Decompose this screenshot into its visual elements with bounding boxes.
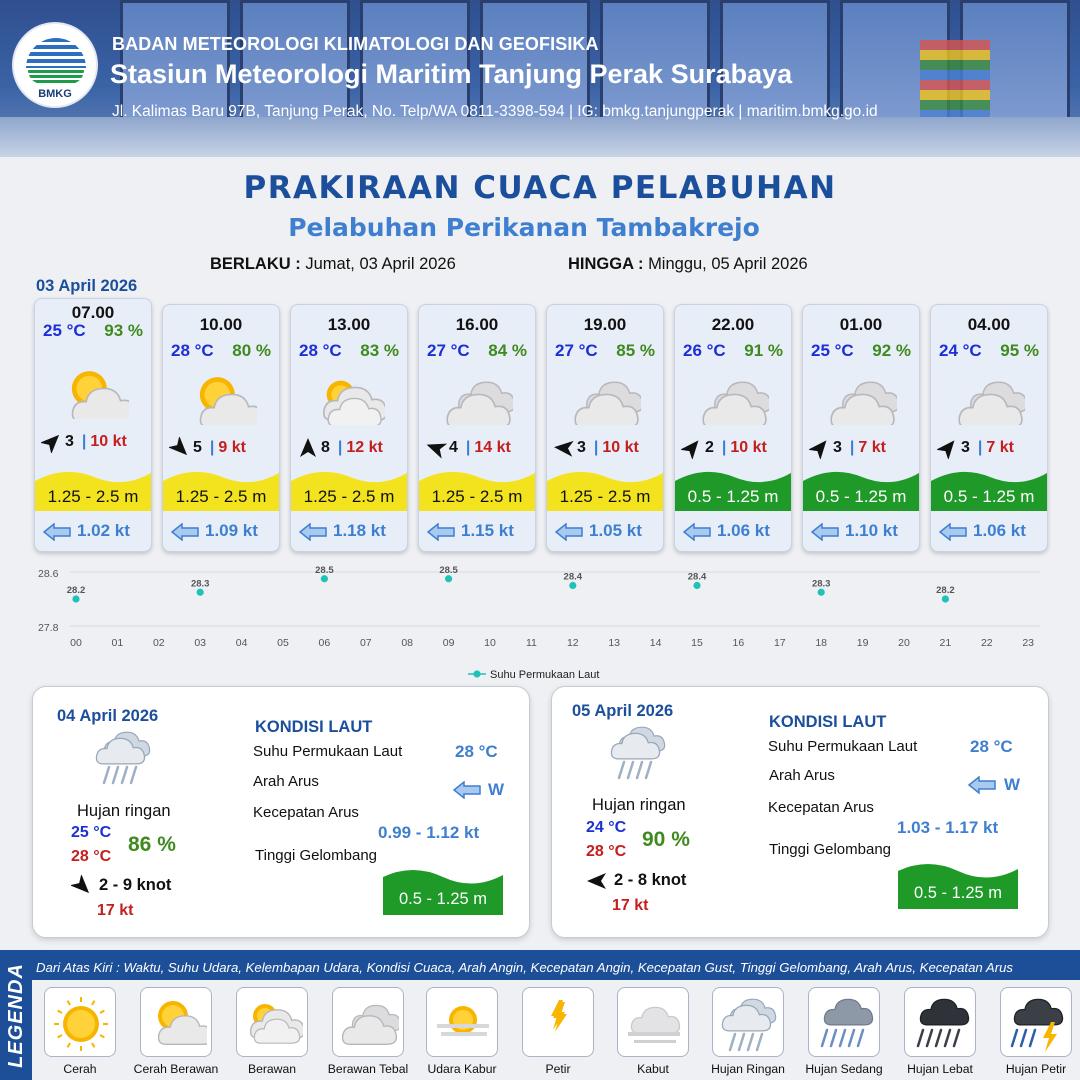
current-direction: W <box>488 780 505 799</box>
current-speed: 1.10 kt <box>845 521 898 540</box>
wave-label: Tinggi Gelombang <box>255 847 378 864</box>
separator: | <box>337 439 343 457</box>
x-tick-label: 21 <box>939 637 952 649</box>
day1-date: 03 April 2026 <box>36 277 138 295</box>
current-speed: 1.06 kt <box>973 521 1026 540</box>
wind-info <box>553 437 664 459</box>
legend-item <box>44 987 116 1057</box>
x-tick-label: 09 <box>442 637 455 649</box>
wind-direction-icon <box>553 437 575 459</box>
gust-speed: 14 kt <box>474 439 511 457</box>
hujan-ringan-icon <box>608 722 688 794</box>
wind-info <box>297 437 408 459</box>
legend-item <box>808 987 880 1057</box>
sst-label: Suhu Permukaan Laut <box>768 738 918 755</box>
wind-info <box>809 437 920 459</box>
humidity: 85 % <box>616 341 655 360</box>
wind-direction-icon <box>937 437 959 459</box>
y-tick-label: 27.8 <box>38 622 59 634</box>
bmkg-logo <box>12 22 98 108</box>
current-arrow-icon <box>683 523 711 541</box>
wave-label: Tinggi Gelombang <box>769 841 892 858</box>
sst-point <box>445 575 452 582</box>
sst-point <box>321 575 328 582</box>
hujan-sedang-icon <box>815 994 875 1052</box>
current-direction-label: Arah Arus <box>253 773 319 790</box>
legend-item <box>236 987 308 1057</box>
humidity: 95 % <box>1000 341 1039 360</box>
wave-height: 1.25 - 2.5 m <box>47 487 139 506</box>
air-temperature: 27 °C <box>427 341 470 360</box>
logo-text: BMKG <box>38 88 72 100</box>
forecast-card <box>546 304 664 552</box>
sst-point-label: 28.5 <box>315 564 334 576</box>
valid-from-label: BERLAKU : <box>210 255 301 273</box>
berawan-tebal-icon <box>443 369 513 425</box>
air-temperature: 24 °C <box>939 341 982 360</box>
x-tick-label: 13 <box>608 637 621 649</box>
gust-speed: 7 kt <box>986 439 1014 457</box>
forecast-time: 13.00 <box>327 315 371 334</box>
x-tick-label: 19 <box>856 637 869 649</box>
wind-speed: 5 <box>193 439 202 457</box>
x-tick-label: 20 <box>898 637 910 649</box>
wave-height: 1.25 - 2.5 m <box>431 487 523 506</box>
cerah-berawan-icon <box>147 994 207 1052</box>
forecast-card <box>802 304 920 552</box>
current-info <box>427 521 514 541</box>
sst-point-label: 28.2 <box>66 585 86 596</box>
current-arrow-icon <box>939 523 967 541</box>
sst-point-label: 28.3 <box>190 578 210 590</box>
air-temperature: 25 °C <box>43 321 86 340</box>
humidity: 80 % <box>232 341 271 360</box>
forecast-time: 19.00 <box>583 315 627 334</box>
cerah-berawan-icon <box>59 363 129 419</box>
day-date: 05 April 2026 <box>572 702 674 720</box>
sst-point <box>569 582 576 589</box>
air-temperature: 28 °C <box>299 341 342 360</box>
day-wind: 2 - 9 knot <box>99 876 172 894</box>
berawan-tebal-icon <box>955 369 1025 425</box>
legend-description: Dari Atas Kiri : Waktu, Suhu Udara, Kelembapan Udara, Kondisi Cuaca, Arah Angin, Kecepatan Angin, Kecepatan Gust, Tinggi Gelombang, Arah Arus, Kecepatan Arus <box>36 960 1014 975</box>
wind-direction-icon <box>681 437 703 459</box>
wind-direction-icon <box>71 875 93 897</box>
sst-label: Suhu Permukaan Laut <box>253 743 403 760</box>
x-tick-label: 22 <box>980 637 993 649</box>
humidity: 91 % <box>744 341 783 360</box>
berawan-icon <box>315 369 385 425</box>
current-speed: 1.06 kt <box>717 521 770 540</box>
day-wind: 2 - 8 knot <box>614 871 687 889</box>
x-tick-label: 15 <box>691 637 703 649</box>
sst-value: 28 °C <box>455 742 498 761</box>
valid-to <box>568 255 808 274</box>
gust-speed: 7 kt <box>858 439 886 457</box>
wind-speed: 3 <box>65 433 74 451</box>
sst-point <box>72 595 79 602</box>
wind-info <box>41 431 152 453</box>
sst-point <box>942 595 949 602</box>
current-info <box>43 521 130 541</box>
legend-item-label: Petir <box>545 1062 571 1076</box>
forecast-time: 10.00 <box>199 315 243 334</box>
legend <box>0 950 1080 1080</box>
current-info <box>811 521 898 541</box>
x-tick-label: 07 <box>359 637 372 649</box>
wave-height: 0.5 - 1.25 m <box>815 487 907 506</box>
valid-from-value: Jumat, 03 April 2026 <box>305 255 456 273</box>
wind-direction-icon <box>425 437 447 459</box>
day-condition: Hujan ringan <box>77 802 171 820</box>
day-panel-1 <box>32 686 530 938</box>
berawan-icon <box>243 994 303 1052</box>
current-speed: 1.02 kt <box>77 521 130 540</box>
page-subtitle: Pelabuhan Perikanan Tambakrejo <box>288 213 760 242</box>
separator: | <box>465 439 471 457</box>
agency-name: BADAN METEOROLOGI KLIMATOLOGI DAN GEOFISIKA <box>112 34 599 54</box>
humidity: 93 % <box>104 321 143 340</box>
air-temperature: 26 °C <box>683 341 726 360</box>
sst-chart <box>30 560 1050 685</box>
day-gust: 17 kt <box>97 902 134 919</box>
berawan-tebal-icon <box>339 994 399 1052</box>
wind-direction-icon <box>586 870 608 892</box>
wind-direction-icon <box>809 437 831 459</box>
berawan-tebal-icon <box>827 369 897 425</box>
x-tick-label: 12 <box>566 637 579 649</box>
current-info <box>939 521 1026 541</box>
sst-point-label: 28.3 <box>811 578 831 590</box>
udara-kabur-icon <box>433 994 493 1052</box>
current-arrow-icon <box>968 776 996 794</box>
wave-height: 0.5 - 1.25 m <box>913 884 1003 902</box>
humidity: 83 % <box>360 341 399 360</box>
current-arrow-icon <box>299 523 327 541</box>
sst-point-label: 28.4 <box>563 571 583 583</box>
sst-point-label: 28.5 <box>439 564 458 576</box>
chart-legend-label: Suhu Permukaan Laut <box>490 669 600 681</box>
current-arrow-icon <box>43 523 71 541</box>
separator: | <box>81 433 87 451</box>
forecast-card <box>290 304 408 552</box>
forecast-card <box>674 304 792 552</box>
current-arrow-icon <box>555 523 583 541</box>
air-temperature: 25 °C <box>811 341 854 360</box>
station-name: Stasiun Meteorologi Maritim Tanjung Perak Surabaya <box>110 59 793 89</box>
wave-height: 1.25 - 2.5 m <box>559 487 651 506</box>
cerah-icon <box>51 994 111 1052</box>
legend-item <box>140 987 212 1057</box>
current-info <box>683 521 770 541</box>
wave-height: 0.5 - 1.25 m <box>398 890 488 908</box>
current-speed: 1.09 kt <box>205 521 258 540</box>
legend-item-label: Hujan Petir <box>1005 1062 1067 1076</box>
separator: | <box>721 439 727 457</box>
forecast-card <box>34 298 152 552</box>
forecast-card <box>162 304 280 552</box>
wave-height: 1.25 - 2.5 m <box>175 487 267 506</box>
legend-item-label: Hujan Ringan <box>711 1062 785 1076</box>
x-tick-label: 10 <box>484 637 496 649</box>
air-temperature: 28 °C <box>171 341 214 360</box>
wind-speed: 3 <box>833 439 842 457</box>
separator: | <box>593 439 599 457</box>
current-speed: 1.15 kt <box>461 521 514 540</box>
current-speed: 1.05 kt <box>589 521 642 540</box>
x-tick-label: 00 <box>70 637 82 649</box>
forecast-time: 04.00 <box>967 315 1011 334</box>
legend-side-label <box>0 950 32 1080</box>
berawan-tebal-icon <box>571 369 641 425</box>
valid-to-label: HINGGA : <box>568 255 644 273</box>
wind-info <box>937 437 1048 459</box>
current-speed: 0.99 - 1.12 kt <box>378 823 480 842</box>
x-tick-label: 01 <box>111 637 124 649</box>
legend-item <box>426 987 498 1057</box>
gust-speed: 10 kt <box>90 433 127 451</box>
legend-marker <box>473 670 480 677</box>
current-info <box>171 521 258 541</box>
wind-info <box>425 437 536 459</box>
valid-to-value: Minggu, 05 April 2026 <box>648 255 808 273</box>
day-temp-min: 25 °C <box>71 824 112 841</box>
day-temp-min: 24 °C <box>586 819 627 836</box>
separator: | <box>849 439 855 457</box>
sst-point-label: 28.2 <box>936 585 955 596</box>
gust-speed: 9 kt <box>218 439 246 457</box>
wind-info <box>681 437 792 459</box>
separator: | <box>977 439 983 457</box>
current-speed: 1.03 - 1.17 kt <box>897 818 999 837</box>
day-temp-max: 28 °C <box>586 843 627 860</box>
x-tick-label: 11 <box>525 637 537 649</box>
current-arrow-icon <box>453 781 481 799</box>
wind-speed: 3 <box>961 439 970 457</box>
forecast-time: 01.00 <box>839 315 883 334</box>
forecast-card <box>930 304 1048 552</box>
gust-speed: 10 kt <box>730 439 767 457</box>
legend-item-label: Cerah <box>63 1062 97 1076</box>
day-date: 04 April 2026 <box>57 707 159 725</box>
kabut-icon <box>624 994 684 1052</box>
wind-direction-icon <box>297 437 319 459</box>
valid-from <box>210 255 456 274</box>
x-tick-label: 16 <box>732 637 745 649</box>
hujan-lebat-icon <box>911 994 971 1052</box>
legend-item <box>1000 987 1072 1057</box>
gust-speed: 10 kt <box>602 439 639 457</box>
current-info <box>299 521 386 541</box>
x-tick-label: 14 <box>649 637 662 649</box>
legend-item <box>904 987 976 1057</box>
wave-height: 0.5 - 1.25 m <box>943 487 1035 506</box>
x-tick-label: 17 <box>773 637 786 649</box>
wind-direction-icon <box>41 431 63 453</box>
hourly-forecast <box>34 304 1050 552</box>
forecast-card <box>418 304 536 552</box>
legend-item <box>617 987 689 1057</box>
x-tick-label: 05 <box>277 637 289 649</box>
sst-point <box>197 589 204 596</box>
day-condition: Hujan ringan <box>592 796 686 814</box>
current-direction: W <box>1004 775 1021 794</box>
station-address: Jl. Kalimas Baru 97B, Tanjung Perak, No. Telp/WA 0811-3398-594 | IG: bmkg.tanjungperak | maritim.bmkg.go.id <box>112 103 878 120</box>
wind-speed: 2 <box>705 439 714 457</box>
wave-height: 0.5 - 1.25 m <box>687 487 779 506</box>
x-tick-label: 04 <box>235 637 248 649</box>
air-temperature: 27 °C <box>555 341 598 360</box>
wind-direction-icon <box>169 437 191 459</box>
wind-speed: 8 <box>321 439 330 457</box>
sst-point-label: 28.4 <box>687 571 707 583</box>
day-temp-max: 28 °C <box>71 848 112 865</box>
humidity: 92 % <box>872 341 911 360</box>
legend-item-label: Berawan <box>247 1062 297 1076</box>
x-tick-label: 23 <box>1022 637 1035 649</box>
legend-item-label: Udara Kabur <box>427 1062 497 1076</box>
sea-condition-title: KONDISI LAUT <box>769 713 887 731</box>
forecast-time: 22.00 <box>711 315 755 334</box>
hujan-ringan-icon <box>719 994 779 1052</box>
x-tick-label: 02 <box>152 637 165 649</box>
wind-speed: 3 <box>577 439 586 457</box>
legend-item <box>522 987 594 1057</box>
sst-value: 28 °C <box>970 737 1013 756</box>
current-arrow-icon <box>171 523 199 541</box>
sst-point <box>818 589 825 596</box>
day-panel-2 <box>551 686 1049 938</box>
x-tick-label: 08 <box>401 637 414 649</box>
legend-item <box>332 987 404 1057</box>
hujan-ringan-icon <box>93 727 173 799</box>
cerah-berawan-icon <box>187 369 257 425</box>
current-arrow-icon <box>427 523 455 541</box>
page-title: PRAKIRAAN CUACA PELABUHAN <box>243 170 837 206</box>
x-tick-label: 06 <box>318 637 331 649</box>
current-speed: 1.18 kt <box>333 521 386 540</box>
x-tick-label: 03 <box>194 637 207 649</box>
day-humidity: 86 % <box>128 833 176 856</box>
legend-item-label: Hujan Lebat <box>907 1062 973 1076</box>
legend-item-label: Cerah Berawan <box>133 1062 219 1076</box>
legend-item <box>712 987 784 1057</box>
current-info <box>555 521 642 541</box>
day-humidity: 90 % <box>642 828 690 851</box>
y-tick-label: 28.6 <box>38 568 59 580</box>
day-gust: 17 kt <box>612 897 649 914</box>
forecast-time: 16.00 <box>455 315 499 334</box>
legend-item-label: Kabut <box>637 1062 669 1076</box>
legend-item-label: Hujan Sedang <box>805 1062 883 1076</box>
x-tick-label: 18 <box>815 637 828 649</box>
wind-info <box>169 437 280 459</box>
current-direction-label: Arah Arus <box>769 767 835 784</box>
sea-condition-title: KONDISI LAUT <box>255 718 373 736</box>
header-banner <box>0 0 1080 157</box>
berawan-tebal-icon <box>699 369 769 425</box>
gust-speed: 12 kt <box>346 439 383 457</box>
hujan-petir-icon <box>1007 994 1067 1052</box>
petir-icon <box>529 994 589 1052</box>
legend-item-label: Berawan Tebal <box>327 1062 409 1076</box>
current-speed-label: Kecepatan Arus <box>253 804 359 821</box>
legend-title: LEGENDA <box>4 962 27 1068</box>
current-speed-label: Kecepatan Arus <box>768 799 874 816</box>
forecast-time: 07.00 <box>71 303 115 322</box>
separator: | <box>209 439 215 457</box>
wave-height: 1.25 - 2.5 m <box>303 487 395 506</box>
sst-point <box>693 582 700 589</box>
humidity: 84 % <box>488 341 527 360</box>
wind-speed: 4 <box>449 439 458 457</box>
current-arrow-icon <box>811 523 839 541</box>
